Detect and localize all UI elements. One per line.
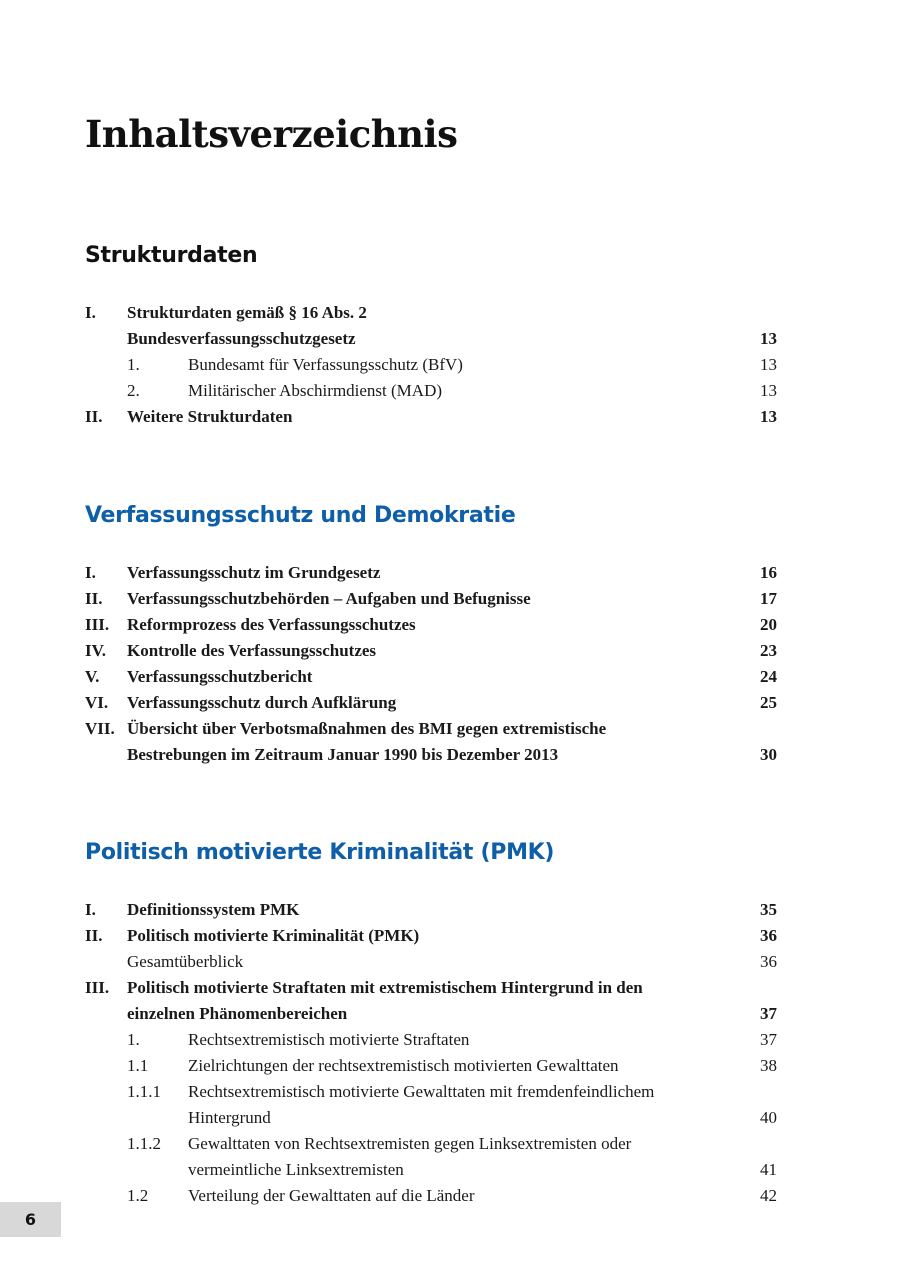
entry-page: 24 <box>760 667 777 686</box>
toc-subentry[interactable] <box>85 1079 777 1131</box>
toc-entry[interactable] <box>85 404 777 430</box>
entry-title: Verfassungsschutz durch Aufklärung <box>127 693 397 712</box>
entry-number: 1.1.1 <box>127 1082 161 1101</box>
entry-page: 13 <box>760 407 777 426</box>
toc-entry[interactable] <box>85 897 777 923</box>
entry-number: VI. <box>85 693 109 712</box>
entry-title: Reformprozess des Verfassungsschutzes <box>127 615 416 634</box>
toc-pmk <box>85 897 777 1209</box>
entry-page: 35 <box>760 900 777 919</box>
entry-number: 1. <box>127 1030 140 1049</box>
entry-title: Rechtsextremistisch motivierte Straftaten <box>188 1030 470 1049</box>
entry-title: Weitere Strukturdaten <box>127 407 293 426</box>
entry-number: II. <box>85 407 103 426</box>
entry-number: III. <box>85 615 110 634</box>
toc-subentry[interactable] <box>85 1183 777 1209</box>
entry-title: Verfassungsschutzbericht <box>127 667 313 686</box>
entry-number: IV. <box>85 641 106 660</box>
toc-entry[interactable] <box>85 560 777 586</box>
entry-page: 40 <box>760 1108 777 1127</box>
toc-subentry[interactable] <box>85 1131 777 1183</box>
entry-page: 13 <box>760 329 777 348</box>
toc-entry[interactable] <box>85 690 777 716</box>
entry-title: Strukturdaten gemäß § 16 Abs. 2 Bundesverfassungsschutzgesetz <box>127 303 367 348</box>
entry-title: Politisch motivierte Kriminalität (PMK) <box>127 926 420 945</box>
toc-subentry[interactable] <box>85 378 777 404</box>
section-heading-strukturdaten: Strukturdaten <box>85 243 258 268</box>
entry-number: VII. <box>85 719 115 738</box>
toc-subentry[interactable] <box>85 352 777 378</box>
entry-page: 42 <box>760 1186 777 1205</box>
entry-page: 37 <box>760 1004 777 1023</box>
toc-entry[interactable] <box>85 612 777 638</box>
entry-page: 36 <box>760 926 777 945</box>
toc-subentry[interactable] <box>85 1027 777 1053</box>
entry-number: I. <box>85 900 96 919</box>
toc-subentry[interactable] <box>85 1053 777 1079</box>
entry-title: Zielrichtungen der rechtsextremistisch motivierten Gewalttaten <box>188 1056 619 1075</box>
section-heading-verfassungsschutz-demokratie: Verfassungsschutz und Demokratie <box>85 503 516 528</box>
entry-title: Rechtsextremistisch motivierte Gewalttaten mit fremdenfeindlichem Hintergrund <box>188 1082 655 1127</box>
section-heading-pmk: Politisch motivierte Kriminalität (PMK) <box>85 840 555 865</box>
entry-number: I. <box>85 563 96 582</box>
entry-title: Verfassungsschutz im Grundgesetz <box>127 563 381 582</box>
entry-number: 1.1 <box>127 1056 149 1075</box>
toc-entry[interactable] <box>85 923 777 949</box>
toc-verfassungsschutz-demokratie <box>85 560 777 768</box>
page-title: Inhaltsverzeichnis <box>85 112 458 156</box>
toc-entry[interactable] <box>85 638 777 664</box>
toc-entry[interactable] <box>85 300 777 352</box>
toc-entry[interactable] <box>85 586 777 612</box>
entry-number: 1.1.2 <box>127 1134 161 1153</box>
entry-title: Kontrolle des Verfassungsschutzes <box>127 641 377 660</box>
entry-page: 23 <box>760 641 777 660</box>
entry-page: 13 <box>760 355 777 374</box>
entry-number: V. <box>85 667 100 686</box>
entry-page: 37 <box>760 1030 777 1049</box>
entry-number: II. <box>85 589 103 608</box>
toc-entry[interactable] <box>85 664 777 690</box>
entry-number: II. <box>85 926 103 945</box>
entry-title: Politisch motivierte Straftaten mit extremistischem Hintergrund in den einzelnen Phänomenbereichen <box>127 978 643 1023</box>
entry-title: Militärischer Abschirmdienst (MAD) <box>188 381 443 400</box>
entry-page: 25 <box>760 693 777 712</box>
entry-page: 17 <box>760 589 777 608</box>
entry-number: 1.2 <box>127 1186 149 1205</box>
toc-entry[interactable] <box>85 975 777 1027</box>
entry-page: 36 <box>760 952 777 971</box>
entry-number: 2. <box>127 381 140 400</box>
entry-title: Verteilung der Gewalttaten auf die Länder <box>188 1186 475 1205</box>
entry-title: Gesamtüberblick <box>127 952 244 971</box>
entry-page: 20 <box>760 615 777 634</box>
entry-page: 13 <box>760 381 777 400</box>
entry-title: Definitionssystem PMK <box>127 900 300 919</box>
entry-title: Übersicht über Verbotsmaßnahmen des BMI gegen extremistische Bestrebungen im Zeitraum Januar 1990 bis Dezember 2013 <box>127 719 607 764</box>
entry-title: Bundesamt für Verfassungsschutz (BfV) <box>188 355 463 374</box>
toc-entry[interactable] <box>85 949 777 975</box>
toc-strukturdaten <box>85 300 777 430</box>
entry-page: 16 <box>760 563 777 582</box>
entry-page: 38 <box>760 1056 777 1075</box>
entry-title: Verfassungsschutzbehörden – Aufgaben und Befugnisse <box>127 589 531 608</box>
entry-number: III. <box>85 978 110 997</box>
entry-title: Gewalttaten von Rechtsextremisten gegen Linksextremisten oder vermeintliche Linksextremisten <box>188 1134 632 1179</box>
entry-number: I. <box>85 303 96 322</box>
toc-entry[interactable] <box>85 716 777 768</box>
entry-number: 1. <box>127 355 140 374</box>
entry-page: 41 <box>760 1160 777 1179</box>
page-number: 6 <box>0 1202 61 1237</box>
entry-page: 30 <box>760 745 777 764</box>
